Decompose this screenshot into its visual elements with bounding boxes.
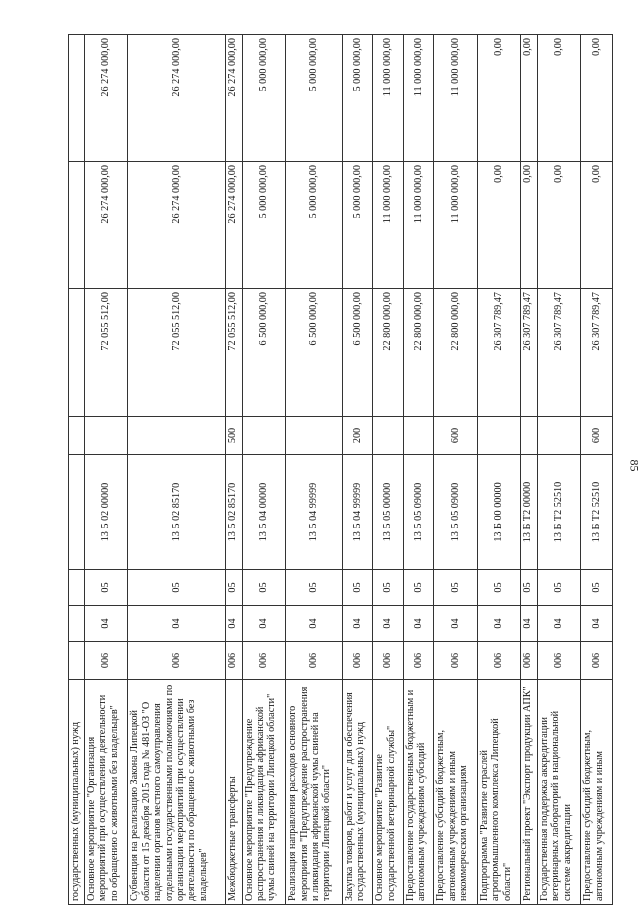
cell-rz: 04 <box>403 606 433 642</box>
cell-rz: 04 <box>373 606 403 642</box>
cell-rz: 04 <box>242 606 286 642</box>
cell-year2: 0,00 <box>521 162 537 289</box>
cell-adm: 006 <box>342 642 372 680</box>
cell-name: Основное мероприятие "Организация мероприятий при осуществлении деятельности по обращению с животными без владельцев" <box>84 680 128 905</box>
table-row <box>403 35 433 905</box>
cell-year1: 6 500 000,00 <box>286 289 343 417</box>
cell-adm: 006 <box>403 642 433 680</box>
table-row <box>342 35 372 905</box>
cell-year3 <box>69 35 85 162</box>
table-row <box>84 35 128 905</box>
cell-year1: 72 055 512,00 <box>84 289 128 417</box>
cell-vr: 500 <box>226 417 242 455</box>
cell-year1: 6 500 000,00 <box>242 289 286 417</box>
cell-vr <box>537 417 581 455</box>
cell-year2: 0,00 <box>537 162 581 289</box>
cell-csr: 13 5 05 00000 <box>373 455 403 570</box>
cell-year3: 26 274 000,00 <box>128 35 226 162</box>
cell-year2: 0,00 <box>581 162 613 289</box>
cell-year3: 11 000 000,00 <box>373 35 403 162</box>
cell-pr <box>69 570 85 606</box>
cell-rz: 04 <box>434 606 478 642</box>
cell-pr: 05 <box>477 570 521 606</box>
cell-vr <box>128 417 226 455</box>
cell-name: Реализация направления расходов основного мероприятия "Предупреждение распространения и ликвидация африканской чумы свиней на территории Липецкой области" <box>286 680 343 905</box>
cell-adm: 006 <box>434 642 478 680</box>
cell-year1: 22 800 000,00 <box>434 289 478 417</box>
table-row <box>242 35 286 905</box>
cell-adm: 006 <box>84 642 128 680</box>
table-row <box>521 35 537 905</box>
cell-adm: 006 <box>581 642 613 680</box>
cell-adm: 006 <box>242 642 286 680</box>
cell-year1: 26 307 789,47 <box>521 289 537 417</box>
cell-rz <box>69 606 85 642</box>
cell-year3: 0,00 <box>477 35 521 162</box>
cell-pr: 05 <box>242 570 286 606</box>
cell-year3: 0,00 <box>581 35 613 162</box>
cell-rz: 04 <box>342 606 372 642</box>
cell-pr: 05 <box>537 570 581 606</box>
cell-year3: 0,00 <box>521 35 537 162</box>
cell-rz: 04 <box>521 606 537 642</box>
budget-table <box>68 34 613 905</box>
cell-year2: 11 000 000,00 <box>373 162 403 289</box>
cell-year1: 22 800 000,00 <box>403 289 433 417</box>
cell-name: Предоставление субсидий бюджетным, автономным учреждениям и иным <box>581 680 613 905</box>
cell-vr: 200 <box>342 417 372 455</box>
cell-csr: 13 Б Т2 00000 <box>521 455 537 570</box>
cell-rz: 04 <box>128 606 226 642</box>
cell-year1: 26 307 789,47 <box>537 289 581 417</box>
cell-year3: 26 274 000,00 <box>84 35 128 162</box>
cell-rz: 04 <box>286 606 343 642</box>
cell-pr: 05 <box>521 570 537 606</box>
cell-vr <box>242 417 286 455</box>
cell-csr: 13 Б 00 00000 <box>477 455 521 570</box>
cell-pr: 05 <box>342 570 372 606</box>
cell-csr: 13 5 02 85170 <box>226 455 242 570</box>
cell-vr <box>286 417 343 455</box>
table-row <box>128 35 226 905</box>
cell-csr: 13 5 04 99999 <box>286 455 343 570</box>
cell-adm: 006 <box>373 642 403 680</box>
cell-adm <box>69 642 85 680</box>
cell-vr <box>477 417 521 455</box>
cell-vr <box>403 417 433 455</box>
cell-year2 <box>69 162 85 289</box>
cell-pr: 05 <box>581 570 613 606</box>
cell-year1: 72 055 512,00 <box>226 289 242 417</box>
cell-pr: 05 <box>128 570 226 606</box>
cell-year2: 5 000 000,00 <box>342 162 372 289</box>
cell-year1: 6 500 000,00 <box>342 289 372 417</box>
table-row <box>434 35 478 905</box>
cell-rz: 04 <box>84 606 128 642</box>
cell-csr: 13 5 02 85170 <box>128 455 226 570</box>
cell-name: Межбюджетные трансферты <box>226 680 242 905</box>
cell-year2: 26 274 000,00 <box>226 162 242 289</box>
cell-name: Предоставление государственным бюджетным и автономным учреждениям субсидий <box>403 680 433 905</box>
cell-year3: 0,00 <box>537 35 581 162</box>
cell-csr: 13 5 04 99999 <box>342 455 372 570</box>
cell-name: Государственная поддержка аккредитации ветеринарных лабораторий в национальной системе аккредитации <box>537 680 581 905</box>
cell-pr: 05 <box>434 570 478 606</box>
rotated-table-container <box>68 0 613 905</box>
cell-rz: 04 <box>477 606 521 642</box>
cell-rz: 04 <box>226 606 242 642</box>
cell-rz: 04 <box>537 606 581 642</box>
cell-name: государственных (муниципальных) нужд <box>69 680 85 905</box>
table-row <box>477 35 521 905</box>
cell-pr: 05 <box>373 570 403 606</box>
cell-year1: 26 307 789,47 <box>581 289 613 417</box>
cell-name: Предоставление субсидий бюджетным, автономным учреждениям и иным некоммерческим организациям <box>434 680 478 905</box>
cell-pr: 05 <box>84 570 128 606</box>
table-row <box>537 35 581 905</box>
cell-year2: 26 274 000,00 <box>128 162 226 289</box>
cell-pr: 05 <box>226 570 242 606</box>
cell-name: Подпрограмма "Развитие отраслей агропромышленного комплекса Липецкой области" <box>477 680 521 905</box>
cell-name: Региональный проект "Экспорт продукции АПК" <box>521 680 537 905</box>
cell-vr <box>521 417 537 455</box>
cell-adm: 006 <box>537 642 581 680</box>
cell-csr: 13 5 05 09000 <box>434 455 478 570</box>
table-row <box>373 35 403 905</box>
cell-year2: 5 000 000,00 <box>242 162 286 289</box>
cell-csr <box>69 455 85 570</box>
cell-year3: 5 000 000,00 <box>242 35 286 162</box>
cell-vr <box>69 417 85 455</box>
cell-vr <box>84 417 128 455</box>
cell-vr <box>373 417 403 455</box>
cell-csr: 13 Б Т2 52510 <box>537 455 581 570</box>
cell-adm: 006 <box>521 642 537 680</box>
cell-pr: 05 <box>286 570 343 606</box>
cell-year2: 5 000 000,00 <box>286 162 343 289</box>
cell-year1 <box>69 289 85 417</box>
cell-pr: 05 <box>403 570 433 606</box>
cell-year3: 11 000 000,00 <box>403 35 433 162</box>
cell-year2: 11 000 000,00 <box>434 162 478 289</box>
cell-year3: 11 000 000,00 <box>434 35 478 162</box>
cell-year1: 22 800 000,00 <box>373 289 403 417</box>
cell-csr: 13 5 02 00000 <box>84 455 128 570</box>
cell-year2: 0,00 <box>477 162 521 289</box>
page-number: 85 <box>627 459 642 472</box>
cell-vr: 600 <box>434 417 478 455</box>
cell-csr: 13 5 05 09000 <box>403 455 433 570</box>
cell-csr: 13 5 04 00000 <box>242 455 286 570</box>
cell-year2: 11 000 000,00 <box>403 162 433 289</box>
table-row <box>69 35 85 905</box>
cell-csr: 13 Б Т2 52510 <box>581 455 613 570</box>
cell-adm: 006 <box>286 642 343 680</box>
cell-name: Закупка товаров, работ и услуг для обеспечения государственных (муниципальных) нужд <box>342 680 372 905</box>
table-row <box>226 35 242 905</box>
cell-name: Основное мероприятие "Развитие государственной ветеринарной службы" <box>373 680 403 905</box>
cell-year3: 5 000 000,00 <box>286 35 343 162</box>
cell-adm: 006 <box>226 642 242 680</box>
cell-adm: 006 <box>128 642 226 680</box>
cell-year1: 72 055 512,00 <box>128 289 226 417</box>
cell-year3: 5 000 000,00 <box>342 35 372 162</box>
table-body <box>69 35 613 905</box>
cell-adm: 006 <box>477 642 521 680</box>
cell-rz: 04 <box>581 606 613 642</box>
cell-year3: 26 274 000,00 <box>226 35 242 162</box>
cell-year1: 26 307 789,47 <box>477 289 521 417</box>
cell-name: Субвенция на реализацию Закона Липецкой области от 15 декабря 2015 года № 481-ОЗ "О наделении органов местного самоуправления отдельными государственными полномочиями по организации мероприятий при осуществлении деятельности по обращению с животными без владельцев" <box>128 680 226 905</box>
cell-vr: 600 <box>581 417 613 455</box>
cell-year2: 26 274 000,00 <box>84 162 128 289</box>
table-row <box>581 35 613 905</box>
table-row <box>286 35 343 905</box>
cell-name: Основное мероприятие "Предупреждение распространения и ликвидация африканской чумы свиней на территории Липецкой области" <box>242 680 286 905</box>
